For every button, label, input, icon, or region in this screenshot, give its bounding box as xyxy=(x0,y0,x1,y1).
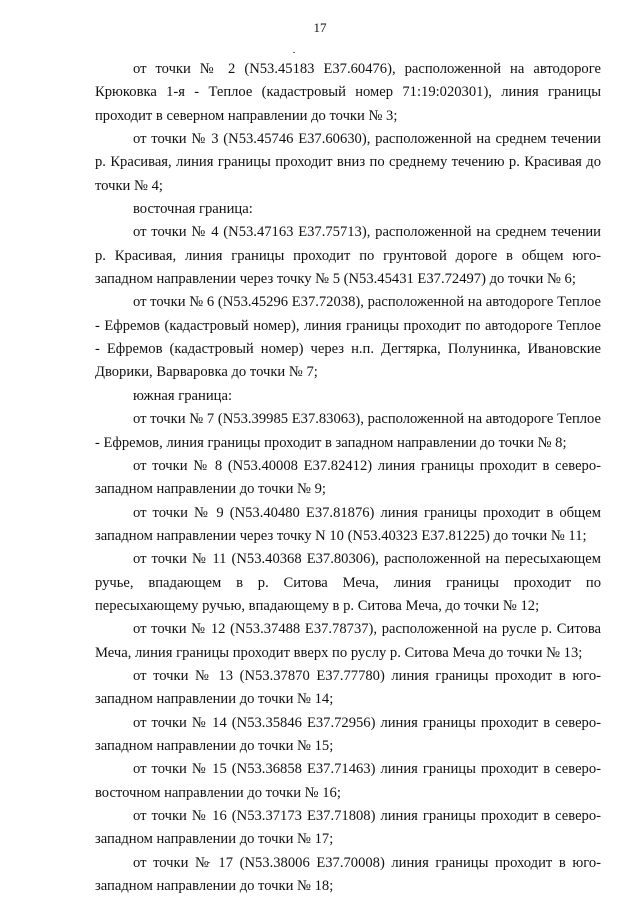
paragraph: от точки № 12 (N53.37488 E37.78737), расположенной на русле р. Ситова Меча, линия границы проходит вверх по руслу р. Ситова Меча до точки № 13; xyxy=(95,621,601,661)
paragraph: от точки № 4 (N53.47163 E37.75713), расположенной на среднем течении р. Красивая, линия границы проходит по грунтовой дороге в общем юго-западном направлении через точку № 5 (N53.45431 E37.72497) до точки № 6; xyxy=(95,224,601,288)
section-heading: восточная граница: xyxy=(133,201,253,218)
section-heading: южная граница: xyxy=(133,387,232,404)
paragraph: от точки № 14 (N53.35846 E37.72956) линия границы проходит в северо-западном направлении до точки № 15; xyxy=(95,714,601,754)
paragraph: от точки № 8 (N53.40008 E37.82412) линия границы проходит в северо-западном направлении до точки № 9; xyxy=(95,457,601,498)
paragraph: от точки № 9 (N53.40480 E37.81876) линия границы проходит в общем западном направлении через точку N 10 (N53.40323 E37.81225) до точки № 11; xyxy=(95,504,601,544)
paragraph: от точки № 15 (N53.36858 E37.71463) линия границы проходит в северо-восточном направлении до точки № 16; xyxy=(95,761,601,801)
page-number: 17 xyxy=(313,20,327,35)
paragraph: от точки № 16 (N53.37173 E37.71808) линия границы проходит в северо-западном направлении до точки № 17; xyxy=(95,808,601,848)
paragraph: от точки № 17 (N53.38006 E37.70008) линия границы проходит в юго-западном направлении до точки № 18; xyxy=(95,854,601,895)
paragraph: от точки № 3 (N53.45746 E37.60630), расположенной на среднем течении р. Красивая, линия границы проходит вниз по среднему течению р. Красивая до точки № 4; xyxy=(95,131,601,194)
document-body xyxy=(95,58,601,898)
paragraph: от точки № 2 (N53.45183 E37.60476), расположенной на автодороге Крюковка 1-я - Теплое (кадастровый номер 71:19:020301), линия границы проходит в северном направлении до точки № 3; xyxy=(95,61,601,124)
paragraph: от точки № 11 (N53.40368 E37.80306), расположенной на пересыхающем ручье, впадающем в р. Ситова Меча, линия границы проходит по пересыхающему ручью, впадающему в р. Ситова Меча, до точки № 12; xyxy=(95,551,601,614)
paragraph: от точки № 13 (N53.37870 E37.77780) линия границы проходит в юго-западном направлении до точки № 14; xyxy=(95,667,601,708)
paragraph: от точки № 7 (N53.39985 E37.83063), расположенной на автодороге Теплое - Ефремов, линия границы проходит в западном направлении до точки № 8; xyxy=(95,411,601,451)
paragraph: от точки № 6 (N53.45296 E37.72038), расположенной на автодороге Теплое - Ефремов (кадастровый номер), линия границы проходит по автодороге Теплое - Ефремов (кадастровый номер) через н.п. Дегтярка, Полунинка, Ивановские Дворики, Варваровка до точки № 7; xyxy=(95,294,601,381)
scan-speck xyxy=(293,52,295,53)
